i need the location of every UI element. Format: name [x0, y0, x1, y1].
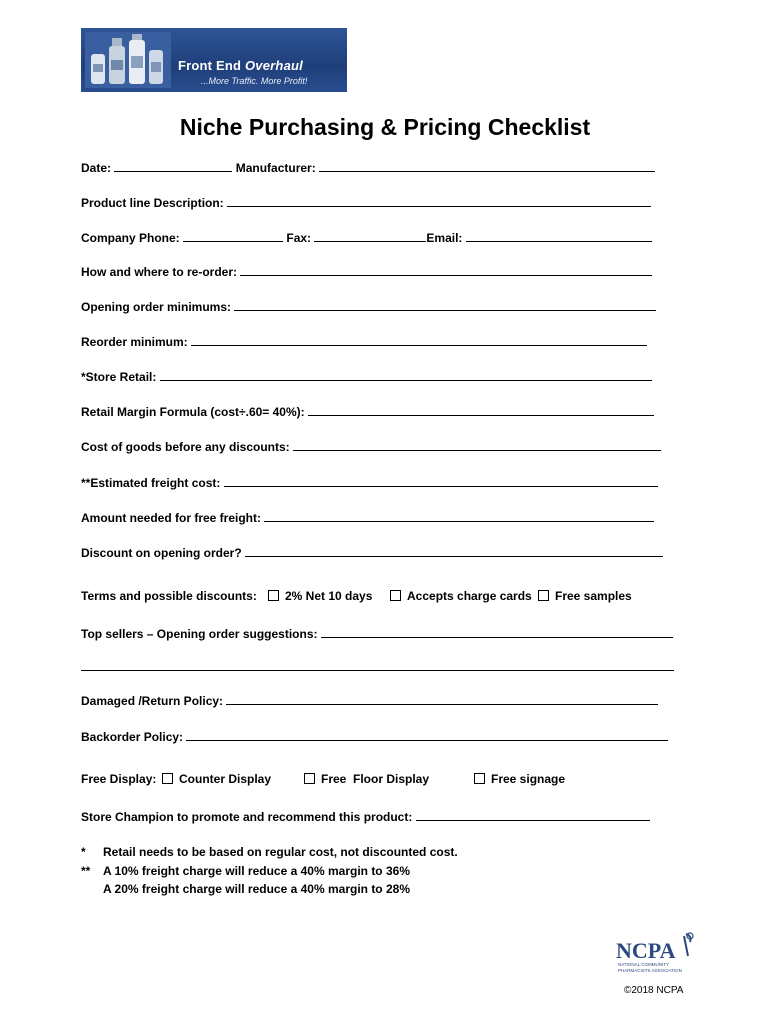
cost-goods-field[interactable] [293, 439, 661, 451]
terms-option-net10[interactable]: 2% Net 10 days [268, 589, 372, 603]
backorder-row [81, 729, 668, 744]
top-sellers-extra-line[interactable] [81, 670, 674, 671]
note-freight-10: ** A 10% freight charge will reduce a 40% margin to 36% [81, 864, 410, 878]
opening-min-row [81, 299, 656, 314]
copyright: ©2018 NCPA [624, 985, 684, 996]
checkbox[interactable] [268, 590, 279, 601]
ncpa-logo [614, 928, 704, 978]
manufacturer-label: Manufacturer: [235, 161, 316, 175]
freight-row [81, 475, 658, 490]
margin-formula-label: Retail Margin Formula (cost÷.60= 40%): [81, 405, 305, 419]
opening-min-field[interactable] [234, 299, 656, 311]
checkbox[interactable] [162, 773, 173, 784]
reorder-how-label: How and where to re-order: [81, 265, 238, 279]
free-freight-row [81, 510, 654, 525]
store-retail-label: *Store Retail: [81, 370, 157, 384]
display-option-floor[interactable]: Free Floor Display [304, 772, 429, 786]
damaged-label: Damaged /Return Policy: [81, 694, 224, 708]
terms-label: Terms and possible discounts: [81, 589, 257, 603]
damaged-field[interactable] [226, 693, 658, 705]
freight-field[interactable] [224, 475, 658, 487]
manufacturer-field[interactable] [319, 160, 655, 172]
checkbox[interactable] [538, 590, 549, 601]
store-retail-row [81, 369, 652, 384]
reorder-min-label: Reorder minimum: [81, 335, 188, 349]
damaged-row [81, 693, 658, 708]
svg-text:PHARMACISTS ASSOCIATION: PHARMACISTS ASSOCIATION [618, 968, 682, 973]
store-champion-row [81, 809, 650, 824]
date-manufacturer-row [81, 160, 655, 175]
checkbox[interactable] [390, 590, 401, 601]
svg-text:NCPA: NCPA [616, 938, 676, 963]
logo-title: Front End Overhaul [178, 58, 303, 73]
backorder-field[interactable] [186, 729, 668, 741]
fax-field[interactable] [314, 230, 426, 242]
note-freight-20: A 20% freight charge will reduce a 40% margin to 28% [103, 882, 410, 896]
margin-formula-field[interactable] [308, 404, 654, 416]
front-end-overhaul-logo [81, 28, 347, 92]
discount-opening-label: Discount on opening order? [81, 546, 242, 560]
contact-row [81, 230, 652, 245]
svg-text:NATIONAL COMMUNITY: NATIONAL COMMUNITY [618, 962, 670, 967]
cost-goods-row [81, 439, 661, 454]
email-field[interactable] [466, 230, 652, 242]
top-sellers-row [81, 626, 673, 641]
product-line-label: Product line Description: [81, 196, 224, 210]
reorder-min-field[interactable] [191, 334, 647, 346]
opening-min-label: Opening order minimums: [81, 300, 232, 314]
date-label: Date: [81, 161, 112, 175]
cost-goods-label: Cost of goods before any discounts: [81, 440, 290, 454]
reorder-how-row [81, 264, 652, 279]
free-freight-label: Amount needed for free freight: [81, 511, 262, 525]
top-sellers-label: Top sellers – Opening order suggestions: [81, 627, 318, 641]
margin-formula-row [81, 404, 654, 419]
note-retail: * Retail needs to be based on regular cost, not discounted cost. [81, 845, 458, 859]
display-option-counter[interactable]: Counter Display [162, 772, 271, 786]
discount-opening-row [81, 545, 663, 560]
backorder-label: Backorder Policy: [81, 730, 184, 744]
store-retail-field[interactable] [160, 369, 652, 381]
page-title: Niche Purchasing & Pricing Checklist [179, 114, 591, 140]
logo-tagline: ...More Traffic. More Profit! [201, 76, 308, 86]
product-line-field[interactable] [227, 195, 651, 207]
company-phone-label: Company Phone: [81, 231, 180, 245]
freight-label: **Estimated freight cost: [81, 476, 221, 490]
store-champion-label: Store Champion to promote and recommend this product: [81, 810, 413, 824]
company-phone-field[interactable] [183, 230, 283, 242]
email-label: Email: [426, 231, 463, 245]
discount-opening-field[interactable] [245, 545, 663, 557]
date-field[interactable] [114, 160, 232, 172]
store-champion-field[interactable] [416, 809, 650, 821]
terms-option-free-samples[interactable]: Free samples [538, 589, 632, 603]
display-option-signage[interactable]: Free signage [474, 772, 565, 786]
checkbox[interactable] [304, 773, 315, 784]
free-display-label: Free Display: [81, 772, 157, 786]
fax-label: Fax: [286, 231, 312, 245]
reorder-min-row [81, 334, 647, 349]
pharmacy-bottles-icon [85, 32, 171, 88]
top-sellers-field[interactable] [321, 626, 673, 638]
terms-option-charge-cards[interactable]: Accepts charge cards [390, 589, 532, 603]
product-line-row [81, 195, 651, 210]
free-freight-field[interactable] [264, 510, 654, 522]
reorder-how-field[interactable] [240, 264, 652, 276]
checkbox[interactable] [474, 773, 485, 784]
